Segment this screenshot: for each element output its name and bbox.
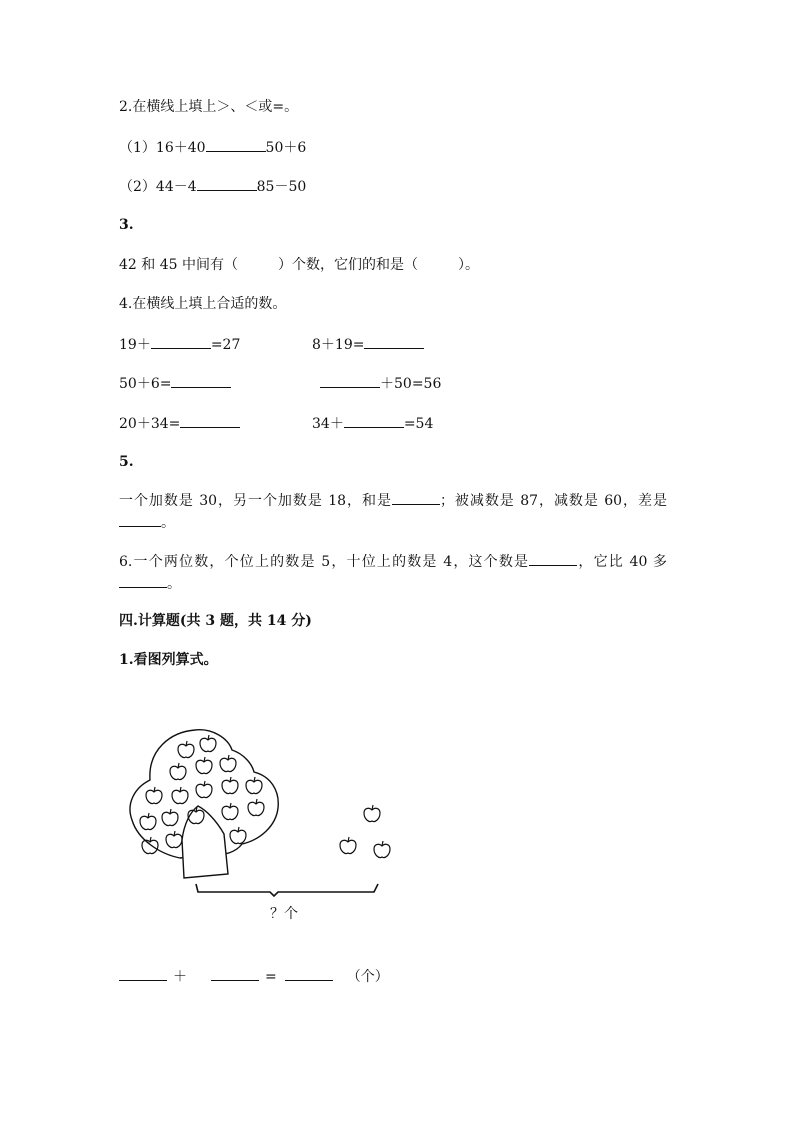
calc-1-formula bbox=[119, 966, 389, 987]
q4-eq-1-suffix: =27 bbox=[210, 337, 241, 353]
q2-item-2-blank[interactable] bbox=[197, 176, 257, 191]
q3-text bbox=[119, 255, 479, 275]
q4-title: 4.在横线上填上合适的数。 bbox=[119, 296, 287, 312]
q4-eq-1 bbox=[119, 334, 240, 355]
q4-eq-6-suffix: =54 bbox=[403, 416, 434, 432]
q6-text-b: ，它比 40 多 bbox=[577, 554, 667, 570]
q2-item-2 bbox=[119, 176, 306, 197]
q4-eq-6-blank[interactable] bbox=[344, 413, 404, 428]
q2-item-2-prefix: （2）44－4 bbox=[119, 179, 197, 195]
q4-eq-3 bbox=[119, 373, 231, 394]
q6-text-c: 。 bbox=[167, 576, 181, 592]
q5-text-c: 。 bbox=[161, 515, 175, 531]
q3-number: 3. bbox=[119, 217, 134, 233]
q3-text-c: ）。 bbox=[457, 257, 479, 273]
q4-eq-6 bbox=[312, 413, 433, 434]
loose-apples bbox=[340, 805, 390, 858]
q5-text bbox=[119, 490, 667, 534]
apple-tree-figure bbox=[120, 720, 410, 930]
q6-blank-1[interactable] bbox=[529, 551, 577, 566]
formula-blank-1[interactable] bbox=[119, 966, 167, 981]
q2-title: 2.在横线上填上＞、＜或=。 bbox=[119, 99, 299, 115]
q4-eq-3-blank[interactable] bbox=[171, 373, 231, 388]
q5-number: 5. bbox=[119, 454, 134, 470]
q5-blank-1[interactable] bbox=[392, 490, 440, 505]
q6-text bbox=[119, 551, 667, 595]
q4-eq-4-suffix: ＋50=56 bbox=[380, 376, 442, 392]
q4-eq-2 bbox=[312, 334, 424, 355]
formula-blank-3[interactable] bbox=[285, 966, 333, 981]
q4-eq-5 bbox=[119, 413, 240, 434]
tree-trunk bbox=[182, 806, 228, 878]
section-4-title: 四.计算题(共 3 题，共 14 分) bbox=[119, 613, 312, 629]
formula-unit: （个） bbox=[346, 969, 389, 985]
q5-text-b: ；被减数是 87，减数是 60，差是 bbox=[439, 493, 667, 509]
q4-eq-5-blank[interactable] bbox=[180, 413, 240, 428]
q4-eq-4-blank[interactable] bbox=[320, 373, 380, 388]
q4-eq-2-blank[interactable] bbox=[364, 334, 424, 349]
q4-eq-1-prefix: 19＋ bbox=[119, 337, 151, 353]
q6-blank-2[interactable] bbox=[119, 573, 167, 588]
q4-eq-3-prefix: 50＋6= bbox=[119, 376, 172, 392]
q4-eq-4 bbox=[320, 373, 441, 394]
q2-item-1-prefix: （1）16＋40 bbox=[119, 140, 206, 156]
formula-equals: = bbox=[265, 969, 277, 985]
formula-plus: ＋ bbox=[173, 969, 187, 985]
q3-text-a: 42 和 45 中间有（ bbox=[119, 257, 238, 273]
q2-item-1 bbox=[119, 137, 306, 158]
q3-text-b: ）个数，它们的和是（ bbox=[277, 257, 418, 273]
q4-eq-6-prefix: 34＋ bbox=[312, 416, 344, 432]
brace bbox=[196, 884, 378, 896]
q5-text-a: 一个加数是 30，另一个加数是 18，和是 bbox=[119, 493, 392, 509]
q2-item-1-suffix: 50＋6 bbox=[265, 140, 307, 156]
q4-eq-2-prefix: 8＋19= bbox=[312, 337, 365, 353]
figure-label: ？个 bbox=[270, 906, 298, 922]
q4-eq-5-prefix: 20＋34= bbox=[119, 416, 181, 432]
q2-item-1-blank[interactable] bbox=[206, 137, 266, 152]
formula-blank-2[interactable] bbox=[211, 966, 259, 981]
q6-text-a: 6.一个两位数，个位上的数是 5，十位上的数是 4，这个数是 bbox=[119, 554, 530, 570]
calc-1-title: 1.看图列算式。 bbox=[119, 652, 218, 668]
q4-eq-1-blank[interactable] bbox=[151, 334, 211, 349]
q5-blank-2[interactable] bbox=[119, 512, 161, 527]
q2-item-2-suffix: 85－50 bbox=[256, 179, 307, 195]
